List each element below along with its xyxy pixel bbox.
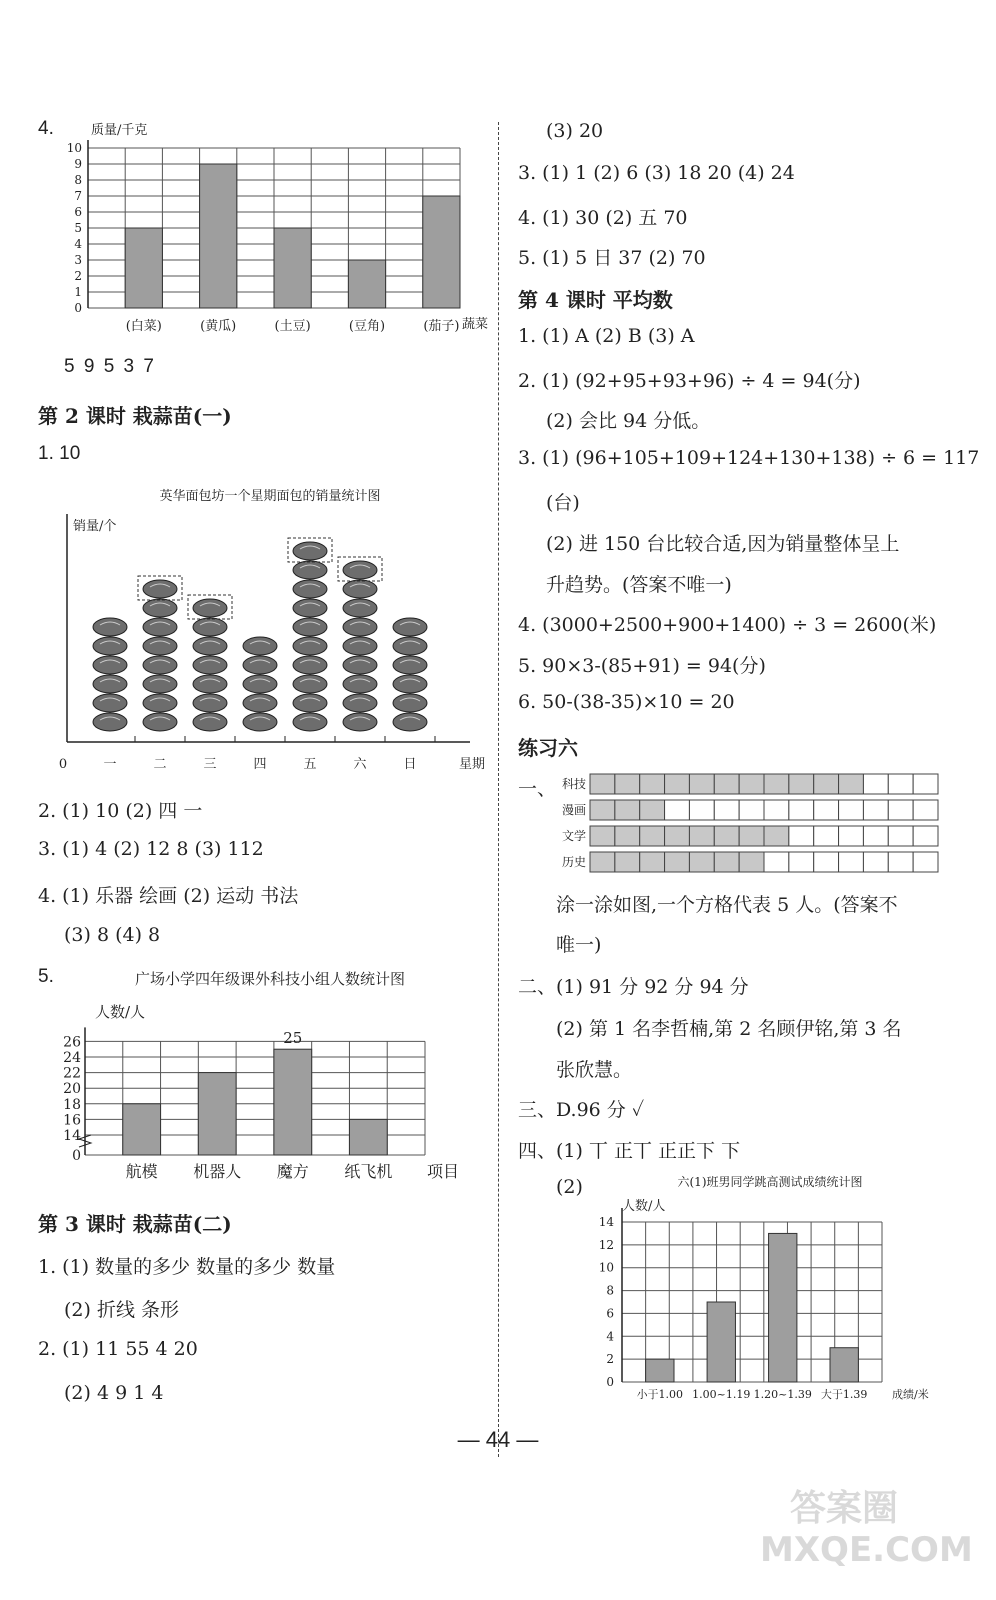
grid-cell: [739, 826, 764, 846]
bar: [274, 228, 311, 308]
y-tick-label: 22: [63, 1065, 81, 1082]
bread-icon: [293, 618, 327, 636]
exercise-6-part-1-label: 一、: [518, 778, 557, 800]
grid-cell: [665, 826, 690, 846]
high-jump-chart: [592, 1170, 954, 1410]
y-tick-label: 5: [74, 221, 82, 235]
grid-cell: [714, 826, 739, 846]
y-tick-label: 4: [606, 1329, 614, 1344]
bread-sales-chart: [55, 478, 485, 778]
y-tick-label: 12: [598, 1237, 614, 1252]
y-axis-label: 质量/千克: [91, 123, 148, 138]
y-tick-label: 14: [63, 1128, 81, 1144]
y-tick-label: 8: [74, 173, 82, 187]
exercise-6-part-1-note-b: 唯一): [556, 934, 602, 956]
grid-cell: [714, 852, 739, 872]
bread-icon: [243, 637, 277, 655]
x-tick-label: 航模: [125, 1162, 158, 1181]
grid-cell: [739, 774, 764, 794]
bread-icon: [343, 618, 377, 636]
bread-icon: [293, 542, 327, 560]
x-tick-label: 1.00~1.19: [692, 1388, 751, 1401]
lesson4-question-4: 4. (3000+2500+900+1400) ÷ 3 = 2600(米): [518, 614, 937, 636]
bread-icon: [93, 675, 127, 693]
lesson4-question-6: 6. 50-(38-35)×10 = 20: [518, 691, 735, 713]
grid-cell: [789, 774, 814, 794]
interest-group-grid-chart: [550, 768, 950, 878]
lesson3-question-2a: 2. (1) 11 55 4 20: [38, 1338, 198, 1360]
x-tick-label: 小于1.00: [636, 1388, 684, 1401]
x-tick-label: 五: [303, 757, 317, 772]
x-axis-label: 星期: [459, 757, 486, 772]
bread-icon: [193, 694, 227, 712]
lesson-2-heading: 第 2 课时 栽蒜苗(一): [38, 404, 232, 428]
lesson2-question-2: 2. (1) 10 (2) 四 一: [38, 800, 203, 822]
bread-icon: [143, 694, 177, 712]
bread-icon: [93, 694, 127, 712]
bread-icon: [293, 675, 327, 693]
lesson3-question-1a: 1. (1) 数量的多少 数量的多少 数量: [38, 1256, 336, 1278]
bar: [646, 1359, 674, 1382]
grid-cell: [615, 826, 640, 846]
bread-icon: [293, 580, 327, 598]
x-tick-label: 大于1.39: [820, 1388, 868, 1401]
bread-icon: [393, 637, 427, 655]
origin-label: 0: [58, 757, 68, 772]
grid-cell: [590, 800, 615, 820]
bread-icon: [193, 713, 227, 731]
bread-icon: [193, 599, 227, 617]
bread-icon: [143, 656, 177, 674]
bread-icon: [193, 675, 227, 693]
grid-cell: [615, 852, 640, 872]
y-tick-label: 10: [66, 141, 82, 155]
lesson3-question-1b: (2) 折线 条形: [64, 1299, 179, 1321]
bread-icon: [243, 713, 277, 731]
bread-icon: [243, 656, 277, 674]
y-axis-label: 人数/人: [95, 1003, 146, 1021]
bread-icon: [143, 618, 177, 636]
chart1-answer: 5 9 5 3 7: [64, 356, 154, 377]
x-tick-label: (白菜): [125, 319, 162, 334]
x-tick-label: 纸飞机: [344, 1162, 393, 1181]
exercise-6-part-4a: 四、(1) 丅 正丅 正正下 下: [518, 1140, 741, 1162]
lesson4-question-1: 1. (1) A (2) B (3) A: [518, 325, 695, 347]
bread-icon: [393, 656, 427, 674]
chart-title: 六(1)班男同学跳高测试成绩统计图: [677, 1175, 863, 1189]
bread-icon: [193, 618, 227, 636]
exercise-6-part-2b: (2) 第 1 名李哲楠,第 2 名顾伊铭,第 3 名: [556, 1018, 902, 1040]
x-tick-label: 四: [253, 757, 267, 772]
x-tick-label: (土豆): [274, 319, 311, 334]
grid-cell: [640, 774, 665, 794]
grid-cell: [640, 826, 665, 846]
lesson2-question-1: 1. 10: [38, 443, 81, 464]
bread-icon: [93, 713, 127, 731]
x-tick-label: 二: [153, 757, 167, 772]
lesson4-question-3b: (台): [546, 492, 580, 514]
grid-cell: [764, 800, 789, 820]
bread-icon: [343, 694, 377, 712]
science-group-chart: [55, 962, 485, 1192]
right-question-4: 4. (1) 30 (2) 五 70: [518, 207, 688, 229]
y-tick-label: 14: [598, 1215, 614, 1229]
y-tick-label: 1: [74, 285, 82, 299]
y-tick-label: 4: [74, 237, 82, 251]
bread-icon: [393, 694, 427, 712]
grid-cell: [665, 774, 690, 794]
grid-cell: [839, 800, 864, 820]
grid-cell: [814, 800, 839, 820]
lesson4-question-5: 5. 90×3-(85+91) = 94(分): [518, 655, 766, 677]
lesson3-question-2b: (2) 4 9 1 4: [64, 1382, 164, 1404]
x-tick-label: (茄子): [423, 319, 460, 334]
bar: [423, 196, 460, 308]
bar: [198, 1073, 236, 1155]
y-axis-label: 人数/人: [622, 1199, 666, 1214]
bread-icon: [343, 637, 377, 655]
grid-cell: [913, 800, 938, 820]
bread-icon: [193, 656, 227, 674]
bar: [769, 1233, 797, 1382]
bread-icon: [143, 713, 177, 731]
bread-icon: [343, 599, 377, 617]
watermark-url: MXQE.COM: [760, 1530, 973, 1570]
bar: [274, 1049, 312, 1155]
grid-cell: [665, 852, 690, 872]
right-line-1: (3) 20: [546, 120, 604, 142]
bread-icon: [143, 599, 177, 617]
grid-cell: [590, 852, 615, 872]
grid-cell: [689, 800, 714, 820]
grid-cell: [789, 826, 814, 846]
grid-cell: [615, 800, 640, 820]
bread-icon: [143, 580, 177, 598]
bread-icon: [343, 561, 377, 579]
grid-cell: [714, 800, 739, 820]
bread-icon: [143, 675, 177, 693]
grid-cell: [913, 852, 938, 872]
x-axis-label: 成绩/米: [892, 1388, 929, 1401]
grid-cell: [913, 826, 938, 846]
bread-icon: [393, 675, 427, 693]
grid-cell: [814, 826, 839, 846]
grid-cell: [863, 852, 888, 872]
lesson2-question-4b: (3) 8 (4) 8: [64, 924, 161, 946]
lesson4-question-2a: 2. (1) (92+95+93+96) ÷ 4 = 94(分): [518, 370, 861, 392]
y-tick-label: 6: [74, 205, 82, 219]
grid-cell: [863, 826, 888, 846]
grid-cell: [665, 800, 690, 820]
bread-icon: [243, 675, 277, 693]
grid-cell: [615, 774, 640, 794]
question-4-number: 4.: [38, 118, 54, 139]
lesson-3-heading: 第 3 课时 栽蒜苗(二): [38, 1212, 232, 1236]
bread-icon: [293, 637, 327, 655]
grid-cell: [814, 774, 839, 794]
bread-icon: [143, 637, 177, 655]
y-tick-label: 8: [606, 1283, 614, 1298]
grid-cell: [590, 826, 615, 846]
exercise-6-part-3: 三、D.96 分 ✓: [518, 1099, 645, 1121]
x-axis-label: 项目: [427, 1162, 460, 1181]
grid-cell: [739, 800, 764, 820]
right-question-5: 5. (1) 5 日 37 (2) 70: [518, 247, 706, 269]
y-tick-label: 0: [72, 1148, 81, 1164]
y-tick-label: 6: [606, 1306, 614, 1321]
y-tick-label: 0: [606, 1375, 614, 1389]
bar: [707, 1302, 735, 1382]
grid-cell: [789, 800, 814, 820]
bread-icon: [393, 713, 427, 731]
x-tick-label: (黄瓜): [200, 319, 237, 334]
chart-title: 广场小学四年级课外科技小组人数统计图: [134, 970, 406, 988]
bar: [200, 164, 237, 308]
bread-icon: [93, 637, 127, 655]
page-number: — 44 —: [457, 1427, 539, 1452]
exercise-6-part-1-note-a: 涂一涂如图,一个方格代表 5 人。(答案不: [556, 894, 898, 916]
lesson4-question-3a: 3. (1) (96+105+109+124+130+138) ÷ 6 = 117: [518, 447, 980, 469]
x-tick-label: 机器人: [193, 1162, 242, 1181]
grid-cell: [640, 800, 665, 820]
lesson-4-heading: 第 4 课时 平均数: [518, 288, 673, 312]
bar: [349, 1119, 387, 1155]
bread-icon: [293, 561, 327, 579]
y-tick-label: 16: [63, 1112, 81, 1129]
bar: [348, 260, 385, 308]
y-tick-label: 26: [63, 1034, 81, 1051]
x-tick-label: 一: [103, 757, 117, 772]
row-label: 科技: [561, 777, 586, 791]
y-tick-label: 9: [74, 157, 82, 171]
lesson4-question-2b: (2) 会比 94 分低。: [546, 410, 711, 432]
bread-icon: [343, 713, 377, 731]
grid-cell: [689, 826, 714, 846]
bar: [125, 228, 162, 308]
lesson2-question-3: 3. (1) 4 (2) 12 8 (3) 112: [38, 838, 264, 860]
y-tick-label: 7: [74, 189, 82, 203]
y-tick-label: 0: [74, 301, 82, 315]
grid-cell: [590, 774, 615, 794]
grid-cell: [739, 852, 764, 872]
y-tick-label: 10: [598, 1260, 614, 1275]
row-label: 文学: [561, 829, 586, 843]
y-tick-label: 18: [63, 1096, 81, 1113]
grid-cell: [913, 774, 938, 794]
lesson4-question-3c: (2) 进 150 台比较合适,因为销量整体呈上: [546, 533, 900, 555]
grid-cell: [863, 774, 888, 794]
lesson2-question-4a: 4. (1) 乐器 绘画 (2) 运动 书法: [38, 885, 299, 907]
grid-cell: [888, 774, 913, 794]
y-tick-label: 3: [74, 253, 82, 267]
grid-cell: [789, 852, 814, 872]
exercise-6-part-2c: 张欣慧。: [556, 1059, 633, 1081]
exercise-6-heading: 练习六: [518, 736, 578, 760]
bread-icon: [193, 637, 227, 655]
x-tick-label: 日: [403, 757, 417, 772]
y-tick-label: 2: [74, 269, 82, 283]
lesson4-question-3d: 升趋势。(答案不唯一): [546, 574, 732, 596]
y-tick-label: 20: [63, 1081, 81, 1098]
grid-cell: [814, 852, 839, 872]
lesson2-question-5: 5.: [38, 966, 54, 987]
bar: [830, 1348, 858, 1382]
x-axis-label: 蔬菜: [462, 317, 489, 332]
grid-cell: [689, 852, 714, 872]
grid-cell: [839, 774, 864, 794]
chart-title: 英华面包坊一个星期面包的销量统计图: [159, 489, 381, 504]
bread-icon: [243, 694, 277, 712]
grid-cell: [764, 852, 789, 872]
bread-icon: [93, 618, 127, 636]
bread-icon: [393, 618, 427, 636]
grid-cell: [640, 852, 665, 872]
bread-icon: [293, 599, 327, 617]
y-tick-label: 24: [63, 1050, 81, 1066]
row-label: 历史: [561, 855, 586, 869]
x-tick-label: 三: [203, 757, 217, 772]
bread-icon: [293, 656, 327, 674]
x-tick-label: 魔方: [276, 1162, 309, 1181]
bread-icon: [343, 656, 377, 674]
bread-icon: [93, 656, 127, 674]
grid-cell: [839, 852, 864, 872]
right-question-3: 3. (1) 1 (2) 6 (3) 18 20 (4) 24: [518, 162, 795, 184]
y-axis-label: 销量/个: [73, 519, 117, 534]
y-tick-label: 2: [606, 1352, 614, 1367]
bread-icon: [293, 694, 327, 712]
grid-cell: [888, 852, 913, 872]
x-tick-label: 六: [353, 757, 367, 772]
x-tick-label: 1.20~1.39: [753, 1388, 812, 1401]
grid-cell: [764, 774, 789, 794]
data-label: 25: [283, 1029, 303, 1048]
grid-cell: [839, 826, 864, 846]
grid-cell: [689, 774, 714, 794]
x-tick-label: (豆角): [348, 319, 386, 334]
bar: [123, 1104, 161, 1155]
grid-cell: [888, 800, 913, 820]
vegetable-weight-chart: [55, 112, 489, 342]
bread-icon: [343, 675, 377, 693]
grid-cell: [863, 800, 888, 820]
exercise-6-part-4b: (2): [556, 1176, 583, 1198]
bread-icon: [293, 713, 327, 731]
grid-cell: [764, 826, 789, 846]
watermark-logo: 答案圈: [790, 1488, 899, 1529]
row-label: 漫画: [561, 803, 586, 817]
column-divider: [498, 122, 499, 1457]
grid-cell: [714, 774, 739, 794]
exercise-6-part-2a: 二、(1) 91 分 92 分 94 分: [518, 976, 749, 998]
grid-cell: [888, 826, 913, 846]
bread-icon: [343, 580, 377, 598]
